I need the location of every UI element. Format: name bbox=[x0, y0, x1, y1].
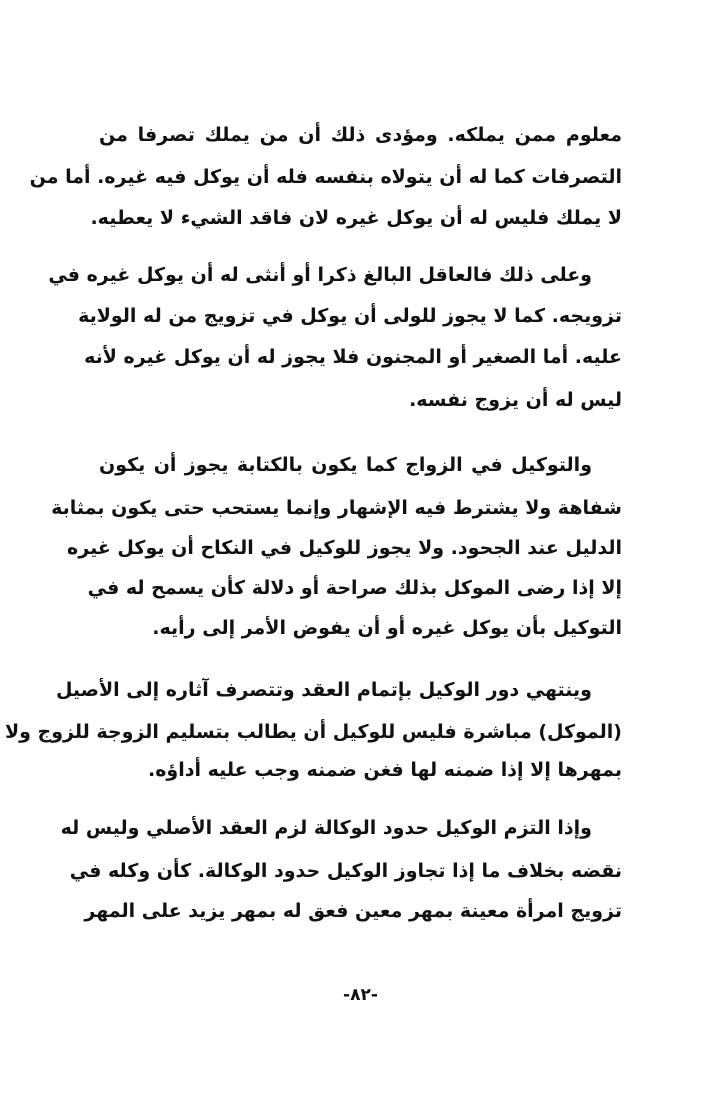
text-line: إلا إذا رضى الموكل بذلك صراحة أو دلالة كأن يسمح له في bbox=[87, 577, 622, 599]
text-line: التوكيل بأن يوكل غيره أو أن يفوض الأمر إلى رأيه. bbox=[152, 617, 622, 639]
text-line: الدليل عند الجحود. ولا يجوز للوكيل في النكاح أن يوكل غيره bbox=[67, 537, 622, 559]
text-line: عليه. أما الصغير أو المجنون فلا يجوز له أن يوكل غيره لأنه bbox=[84, 346, 622, 368]
text-line: بمهرها إلا إذا ضمنه لها فغن ضمنه وجب عليه أداؤه. bbox=[148, 759, 622, 781]
text-line: والتوكيل في الزواج كما يكون بالكتابة يجوز أن يكون bbox=[99, 454, 592, 476]
text-line: وعلى ذلك فالعاقل البالغ ذكرا أو أنثى له أن يوكل غيره في bbox=[48, 264, 592, 286]
text-line: وإذا التزم الوكيل حدود الوكالة لزم العقد الأصلي وليس له bbox=[60, 817, 592, 839]
text-line: (الموكل) مباشرة فليس للوكيل أن يطالب بتسليم الزوجة للزوج ولا bbox=[4, 721, 622, 743]
text-line: تزويجه. كما لا يجوز للولى أن يوكل في تزويج من له الولاية bbox=[78, 305, 622, 327]
text-line: شفاهة ولا يشترط فيه الإشهار وإنما يستحب حتى يكون بمثابة bbox=[51, 497, 622, 519]
text-line: لا يملك فليس له أن يوكل غيره لان فاقد الشيء لا يعطيه. bbox=[90, 207, 622, 229]
text-line: ليس له أن يزوج نفسه. bbox=[409, 389, 622, 411]
text-line: وينتهي دور الوكيل بإتمام العقد وتتصرف آثاره إلى الأصيل bbox=[55, 679, 592, 701]
page-number: -٨٢- bbox=[343, 985, 378, 1005]
text-line: معلوم ممن يملكه. ومؤدى ذلك أن من يملك تصرفا من bbox=[99, 124, 622, 146]
text-line: نقضه بخلاف ما إذا تجاوز الوكيل حدود الوكالة. كأن وكله في bbox=[69, 860, 622, 882]
text-line: تزويج امرأة معينة بمهر معين فعق له بمهر يزيد على المهر bbox=[84, 900, 622, 922]
text-line: التصرفات كما له أن يتولاه بنفسه فله أن يوكل فيه غيره. أما من bbox=[29, 166, 622, 188]
